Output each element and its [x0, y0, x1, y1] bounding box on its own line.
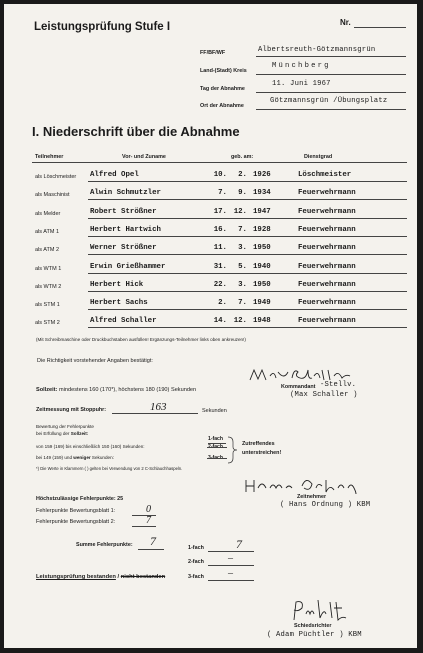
- row-line: [88, 218, 407, 219]
- blatt1-label: Fehlerpunkte Bewertungsblatt 1:: [36, 508, 116, 514]
- form-title: Leistungsprüfung Stufe I: [34, 21, 171, 33]
- ff-label: FF/BF/WF: [200, 50, 226, 56]
- cell-name: Herbert Sachs: [90, 299, 148, 308]
- sollzeit-label: Sollzeit:: [36, 387, 58, 393]
- zutreffendes-1: Zutreffendes: [242, 441, 275, 447]
- zeitnehmer-name: ( Hans Ordnung ) KBM: [280, 501, 371, 509]
- cell-name: Robert Strößner: [90, 207, 157, 216]
- cell-month: 2.: [238, 171, 247, 179]
- cell-name: Werner Strößner: [90, 244, 157, 253]
- cell-rank: Feuerwehrmann: [298, 207, 356, 216]
- summe-value: 7: [150, 534, 156, 548]
- cell-rank: Löschmeister: [298, 171, 352, 179]
- f1-value: 7: [236, 537, 242, 551]
- zeitmessung-unit: Sekunden: [202, 408, 227, 414]
- zeitmessung-value: 163: [150, 401, 167, 413]
- blatt1-value: 0: [146, 504, 151, 515]
- zutreffendes-2: unterstreichen!: [242, 450, 282, 456]
- cell-year: 1926: [253, 171, 271, 179]
- cell-name: Alfred Opel: [90, 171, 139, 179]
- cell-name: Erwin Grießhammer: [90, 262, 166, 271]
- schiedsrichter-label: Schiedsrichter: [294, 623, 332, 629]
- cell-day: 2.: [218, 299, 227, 308]
- col-header-name: Vor- und Zuname: [122, 154, 166, 160]
- bracket: [226, 436, 240, 464]
- table-row: [4, 188, 417, 206]
- cell-day: 11.: [213, 244, 227, 253]
- cell-rank: Feuerwehrmann: [298, 280, 356, 289]
- bewertung-line1: Bewertung der Fehlerpunkte: [36, 424, 94, 429]
- date-value: 11. Juni 1967: [272, 80, 331, 88]
- land-label: Land-(Stadt) Kreis: [200, 68, 247, 74]
- nr-label: Nr.: [340, 18, 351, 27]
- row-line: [88, 181, 407, 182]
- f2-label: 2-fach: [188, 559, 204, 565]
- ff-value: Albertsreuth-Götzmannsgrün: [258, 46, 376, 54]
- table-footnote: (Mit Schreibmaschine oder Druckbuchstaben ausfüllen! Ergänzungs-Teilnehmer links oben ankreuzen!): [36, 337, 246, 342]
- table-row: [4, 262, 417, 280]
- row-line: [88, 327, 407, 328]
- table-row: [4, 225, 417, 243]
- col-header-geb: geb. am:: [231, 154, 254, 160]
- table-row: [4, 243, 417, 261]
- cell-day: 31.: [213, 262, 227, 271]
- cell-year: 1948: [253, 317, 271, 326]
- cell-role: als Melder: [35, 210, 61, 217]
- result-nicht-bestanden: nicht bestanden: [120, 574, 166, 580]
- kommandant-label: Kommandant: [281, 384, 316, 390]
- sollzeit-text: mindestens 160 (170*), höchstens 180 (190) Sekunden: [59, 387, 197, 393]
- cell-day: 16.: [213, 225, 227, 234]
- place-value: Götzmannsgrün /Übungsplatz: [270, 97, 388, 105]
- bewertung-line2: bei Erfüllung der Sollzeit:: [36, 431, 89, 436]
- cell-name: Herbert Hick: [90, 280, 144, 289]
- section-title: I. Niederschrift über die Abnahme: [32, 124, 240, 139]
- header-underline: [32, 162, 407, 163]
- date-label: Tag der Abnahme: [200, 86, 245, 92]
- cell-day: 7.: [218, 189, 227, 198]
- table-row: [4, 207, 417, 225]
- cell-year: 1928: [253, 225, 271, 234]
- cell-day: 22.: [213, 280, 227, 289]
- cell-day: 17.: [213, 207, 227, 216]
- cell-year: 1950: [253, 280, 271, 289]
- row-line: [88, 254, 407, 255]
- cell-year: 1950: [253, 244, 271, 253]
- nr-line: [354, 27, 406, 28]
- cell-month: 5.: [238, 262, 247, 271]
- cell-role: als ATM 2: [35, 247, 60, 254]
- fach3-label: 3-fach: [208, 455, 224, 461]
- date-line: [256, 92, 406, 93]
- schiedsrichter-name: ( Adam Püchtler ) KBM: [267, 631, 362, 639]
- zeitnehmer-signature: [242, 476, 362, 496]
- ff-line: [256, 56, 406, 57]
- bewertung-line3: von 159 (169) bis einschließlich 150 (160) Sekunden:: [36, 444, 145, 449]
- cell-rank: Feuerwehrmann: [298, 299, 356, 308]
- result-bestanden: Leistungsprüfung bestanden: [36, 574, 116, 580]
- table-row: [4, 170, 417, 188]
- f3-value: –: [228, 568, 233, 579]
- summe-line: [138, 549, 164, 550]
- cell-month: 7.: [238, 225, 247, 234]
- summe-label: Summe Fehlerpunkte:: [76, 542, 133, 548]
- cell-role: als Maschinist: [35, 192, 70, 199]
- cell-year: 1940: [253, 262, 271, 271]
- col-header-dienstgrad: Dienstgrad: [304, 154, 333, 160]
- cell-month: 7.: [238, 299, 247, 308]
- cell-month: 9.: [238, 189, 247, 198]
- row-line: [88, 273, 407, 274]
- f2-line: [208, 565, 254, 566]
- row-line: [88, 236, 407, 237]
- cell-day: 14.: [213, 317, 227, 326]
- bewertung-footnote: *) Die Werte in Klammern ( ) gelten bei Verwendung von 2 C-Schlauchhaspeln.: [36, 466, 183, 471]
- f1-line: [208, 551, 254, 552]
- f1-label: 1-fach: [188, 545, 204, 551]
- cell-year: 1949: [253, 299, 271, 308]
- col-header-teilnehmer: Teilnehmer: [35, 154, 64, 160]
- cell-rank: Feuerwehrmann: [298, 244, 356, 253]
- f3-line: [208, 580, 254, 581]
- cell-name: Alwin Schmutzler: [90, 189, 161, 198]
- cell-role: als STM 1: [35, 302, 60, 309]
- cell-name: Alfred Schaller: [90, 317, 157, 326]
- land-value: Münchberg: [272, 62, 331, 70]
- confirm-text: Die Richtigkeit vorstehender Angaben bestätigt:: [37, 358, 153, 364]
- cell-role: als Löschmeister: [35, 174, 77, 180]
- blatt2-line: [132, 526, 156, 527]
- zeitmessung-line: [112, 413, 198, 414]
- place-line: [256, 109, 406, 110]
- cell-year: 1947: [253, 207, 271, 216]
- zeitmessung-label: Zeitmessung mit Stoppuhr:: [36, 407, 107, 413]
- cell-month: 3.: [238, 280, 247, 289]
- blatt2-value: 7: [146, 515, 151, 526]
- land-line: [256, 74, 406, 75]
- bewertung-line4: bei 149 (159) und weniger Sekunden:: [36, 455, 114, 460]
- cell-day: 10.: [213, 171, 227, 179]
- table-row: [4, 298, 417, 316]
- fach1-label: 1-fach: [208, 436, 224, 442]
- place-label: Ort der Abnahme: [200, 103, 244, 109]
- cell-month: 12.: [233, 207, 247, 216]
- cell-role: als STM 2: [35, 320, 60, 327]
- kommandant-stellv: -Stellv.: [320, 381, 357, 389]
- f2-value: –: [228, 553, 233, 564]
- cell-role: als WTM 2: [35, 283, 62, 290]
- cell-rank: Feuerwehrmann: [298, 262, 356, 271]
- cell-month: 3.: [238, 244, 247, 253]
- kommandant-name: (Max Schaller ): [290, 391, 358, 399]
- table-row: [4, 316, 417, 334]
- cell-rank: Feuerwehrmann: [298, 225, 356, 234]
- cell-name: Herbert Hartwich: [90, 225, 161, 234]
- blatt2-label: Fehlerpunkte Bewertungsblatt 2:: [36, 519, 116, 525]
- cell-rank: Feuerwehrmann: [298, 189, 356, 198]
- cell-role: als ATM 1: [35, 228, 60, 235]
- fach3-strike: [207, 458, 227, 459]
- f3-label: 3-fach: [188, 574, 204, 580]
- zeitnehmer-label: Zeitnehmer: [297, 494, 327, 500]
- sollzeit-line: [36, 387, 196, 393]
- row-line: [88, 199, 407, 200]
- cell-month: 12.: [233, 317, 247, 326]
- fach2-label: 2-fach: [208, 444, 224, 450]
- cell-rank: Feuerwehrmann: [298, 317, 356, 326]
- row-line: [88, 309, 407, 310]
- fach2-strike: [207, 447, 227, 448]
- table-row: [4, 280, 417, 298]
- fehler-max: Höchstzulässige Fehlerpunkte: 25: [36, 496, 124, 502]
- schiedsrichter-signature: [290, 598, 350, 624]
- cell-year: 1934: [253, 189, 271, 198]
- result-line: Leistungsprüfung bestanden / nicht bestanden: [36, 574, 166, 580]
- row-line: [88, 291, 407, 292]
- form-page: [4, 4, 417, 648]
- cell-role: als WTM 1: [35, 265, 62, 272]
- blatt1-line: [132, 515, 156, 516]
